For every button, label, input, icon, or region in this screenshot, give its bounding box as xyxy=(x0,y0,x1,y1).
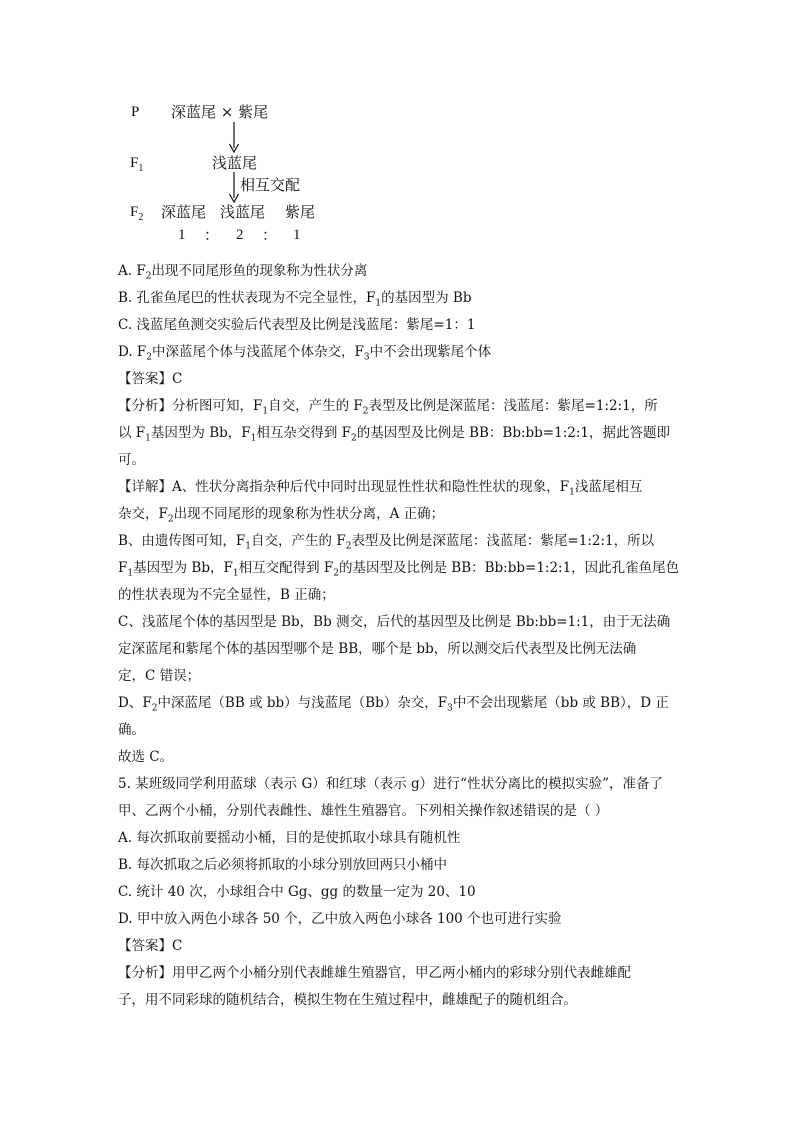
cross-diagram xyxy=(0,0,420,250)
q4-option-d: D. $F_2$中深蓝尾个体与浅蓝尾个体杂交，$F_3$中不会出现紫尾个体 xyxy=(118,344,492,363)
p-cross-text: 深蓝尾 × 紫尾 xyxy=(171,103,269,121)
q4-detail-line-5: 的性状表现为不完全显性，B 正确； xyxy=(118,587,335,603)
q4-detail-line-3: B、由遗传图可知，$F_1$自交，产生的 $F_2$表型及比例是深蓝尾：浅蓝尾：紫尾=1:2:1，所以 xyxy=(118,533,655,552)
ratio-2: 2 xyxy=(236,227,244,243)
q4-answer: 【答案】C xyxy=(118,371,183,387)
ratio-3: 1 xyxy=(293,227,301,243)
q5-option-d: D. 甲中放入两色小球各 50 个，乙中放入两色小球各 100 个也可进行实验 xyxy=(118,911,562,927)
q4-detail-line-10: 确。 xyxy=(118,722,145,738)
q5-analysis-line-2: 子，用不同彩球的随机结合，模拟生物在生殖过程中，雌雄配子的随机组合。 xyxy=(118,992,577,1008)
q5-analysis-line-1: 【分析】用甲乙两个小桶分别代表雌雄生殖器官，甲乙两小桶内的彩球分别代表雌雄配 xyxy=(118,965,631,981)
q4-detail-line-1: 【详解】A、性状分离指杂种后代中同时出现显性性状和隐性性状的现象，$F_1$浅蓝尾相互 xyxy=(118,479,643,498)
ratio-colon-1: ： xyxy=(204,226,220,244)
q4-detail-line-8: 定，C 错误； xyxy=(118,668,201,684)
f1-phenotype: 浅蓝尾 xyxy=(212,154,258,172)
p-generation-label: P xyxy=(131,104,140,120)
ratio-colon-2: ： xyxy=(262,226,278,244)
f2-phenotype-purple: 紫尾 xyxy=(285,203,316,221)
q4-detail-line-6: C、浅蓝尾个体的基因型是 Bb，Bb 测交，后代的基因型及比例是 Bb:bb=1:1，由于无法确 xyxy=(118,614,671,630)
q4-detail-line-2: 杂交，$F_2$出现不同尾形的现象称为性状分离，A 正确； xyxy=(118,506,445,525)
q4-option-a: A. $F_2$出现不同尾形鱼的现象称为性状分离 xyxy=(118,263,368,282)
q4-analysis-line-1: 【分析】分析图可知，$F_1$自交，产生的 $F_2$表型及比例是深蓝尾：浅蓝尾：紫尾=1:2:1，所 xyxy=(118,398,658,417)
q4-detail-line-9: D、$F_2$中深蓝尾（BB 或 bb）与浅蓝尾（Bb）杂交，$F_3$中不会出现紫尾（bb 或 BB），D 正 xyxy=(118,695,669,714)
q4-option-b: B. 孔雀鱼尾巴的性状表现为不完全显性，$F_1$的基因型为 Bb xyxy=(118,290,472,309)
q4-conclusion: 故选 C。 xyxy=(118,749,174,765)
q5-stem-line-1: 5. 某班级同学利用蓝球（表示 G）和红球（表示 g）进行“性状分离比的模拟实验”，准备了 xyxy=(118,776,663,792)
f2-generation-label: $F_2$ xyxy=(130,204,144,223)
arrow-p-to-f1 xyxy=(228,122,240,154)
q5-stem-line-2: 甲、乙两个小桶，分别代表雌性、雄性生殖器官。下列相关操作叙述错误的是（ ） xyxy=(118,803,609,819)
mating-note: 相互交配 xyxy=(240,176,301,194)
f1-generation-label: $F_1$ xyxy=(130,155,144,174)
q5-answer: 【答案】C xyxy=(118,938,183,954)
q4-option-c: C. 浅蓝尾鱼测交实验后代表型及比例是浅蓝尾：紫尾=1：1 xyxy=(118,317,476,333)
q4-analysis-line-3: 可。 xyxy=(118,452,145,468)
f2-phenotype-deep-blue: 深蓝尾 xyxy=(161,203,207,221)
q5-option-a: A. 每次抓取前要摇动小桶，目的是使抓取小球具有随机性 xyxy=(118,830,461,846)
q4-detail-line-4: $F_1$基因型为 Bb，$F_1$相互交配得到 $F_2$的基因型及比例是 BB：Bb:bb=1:2:1，因此孔雀鱼尾色 xyxy=(118,560,680,579)
q5-option-b: B. 每次抓取之后必须将抓取的小球分别放回两只小桶中 xyxy=(118,857,448,873)
q4-detail-line-7: 定深蓝尾和紫尾个体的基因型哪个是 BB，哪个是 bb，所以测交后代表型及比例无法确 xyxy=(118,641,637,657)
question-body xyxy=(118,258,678,1014)
q4-analysis-line-2: 以 $F_1$基因型为 Bb，$F_1$相互杂交得到 $F_2$的基因型及比例是 BB：Bb:bb=1:2:1，据此答题即 xyxy=(118,425,670,444)
f2-phenotype-light-blue: 浅蓝尾 xyxy=(220,203,266,221)
ratio-1: 1 xyxy=(178,227,186,243)
arrow-f1-to-f2 xyxy=(228,172,240,204)
q5-option-c: C. 统计 40 次，小球组合中 Gg、gg 的数量一定为 20、10 xyxy=(118,884,476,900)
